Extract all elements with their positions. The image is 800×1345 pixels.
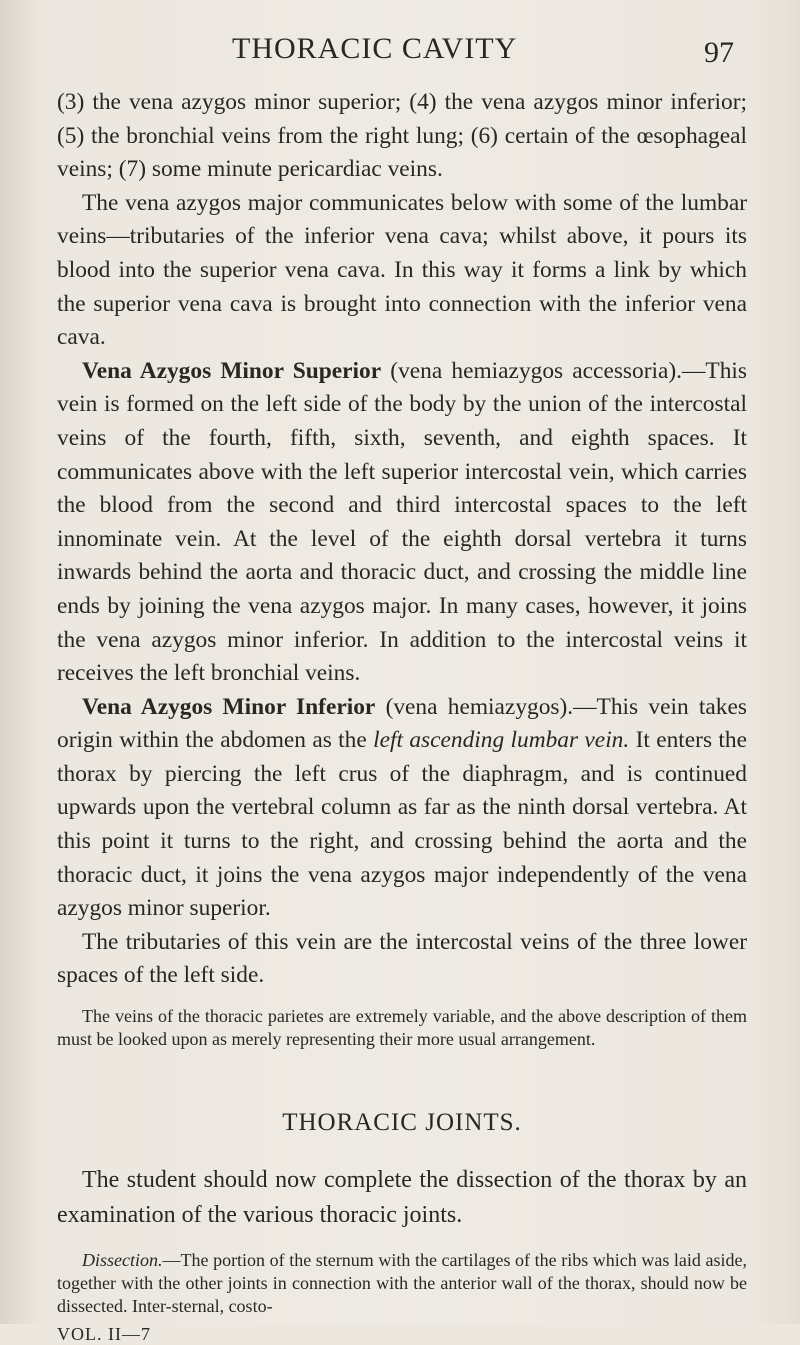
section-intro <box>57 1163 747 1233</box>
dissection-paragraph <box>57 1249 747 1318</box>
heading-azygos-minor-inferior: Vena Azygos Minor Inferior <box>82 693 376 720</box>
text-azygos-minor-inferior-a: (vena hemiazygos).—This vein takes origin within the abdomen as the <box>57 693 747 754</box>
note-text: The veins of the thoracic parietes are extremely variable, and the above description of them must be looked upon as merely representing their more usual arrangement. <box>57 1006 747 1050</box>
dissection-text: —The portion of the sternum with the cartilages of the ribs which was laid aside, together with the other joints in connection with the anterior wall of the thorax, should now be dissected. Inter-sternal, costo- <box>57 1250 747 1317</box>
text-azygos-minor-inferior-b: It enters the thorax by piercing the left crus of the diaphragm, and is continued upwards upon the vertebral column as far as the ninth dorsal vertebra. At this point it turns to the right, and crossing behind the aorta and the thoracic duct, it joins the vena azygos major independently of the vena azygos minor superior. <box>57 727 747 922</box>
dissection-note <box>57 1249 747 1318</box>
dissection-label: Dissection. <box>82 1250 163 1271</box>
intro-text: The student should now complete the dissection of the thorax by an examination of the various thoracic joints. <box>57 1167 747 1229</box>
running-title: THORACIC CAVITY <box>232 32 518 65</box>
signature-mark <box>57 1324 747 1345</box>
paragraph-tributaries-lower-spaces: The tributaries of this vein are the intercostal veins of the three lower spaces of the left side. <box>57 928 747 989</box>
page-header <box>0 26 800 69</box>
section-title: THORACIC JOINTS. <box>282 1109 522 1137</box>
page-number: 97 <box>704 36 734 69</box>
paragraph-azygos-major: The vena azygos major communicates below with some of the lumbar veins—tributaries of the inferior vena cava; whilst above, it pours its blood into the superior vena cava. In this way it forms a link by which the superior vena cava is brought into connection with the inferior vena cava. <box>57 189 747 351</box>
paragraph-azygos-minor-inferior <box>57 691 747 926</box>
heading-azygos-minor-superior: Vena Azygos Minor Superior <box>82 357 382 384</box>
paragraph-azygos-minor-superior <box>57 355 747 691</box>
small-print-note <box>57 1005 747 1051</box>
signature-text: VOL. II—7 <box>57 1324 151 1345</box>
paragraph-tributaries-list: (3) the vena azygos minor superior; (4) the vena azygos minor inferior; (5) the bronchial veins from the right lung; (6) certain of the œsophageal veins; (7) some minute pericardiac veins. <box>57 89 747 183</box>
italic-left-ascending-lumbar-vein: left ascending lumbar vein. <box>373 727 630 754</box>
body-text <box>57 86 747 1345</box>
text-azygos-minor-superior: (vena hemiazygos accessoria).—This vein is formed on the left side of the body by the union of the intercostal veins of the fourth, fifth, sixth, seventh, and eighth spaces. It communicates above with the left superior intercostal vein, which carries the blood from the second and third intercostal spaces to the left innominate vein. At the level of the eighth dorsal vertebra it turns inwards behind the aorta and thoracic duct, and crossing the middle line ends by joining the vena azygos major. In many cases, however, it joins the vena azygos minor inferior. In addition to the intercostal veins it receives the left bronchial veins. <box>57 357 748 687</box>
